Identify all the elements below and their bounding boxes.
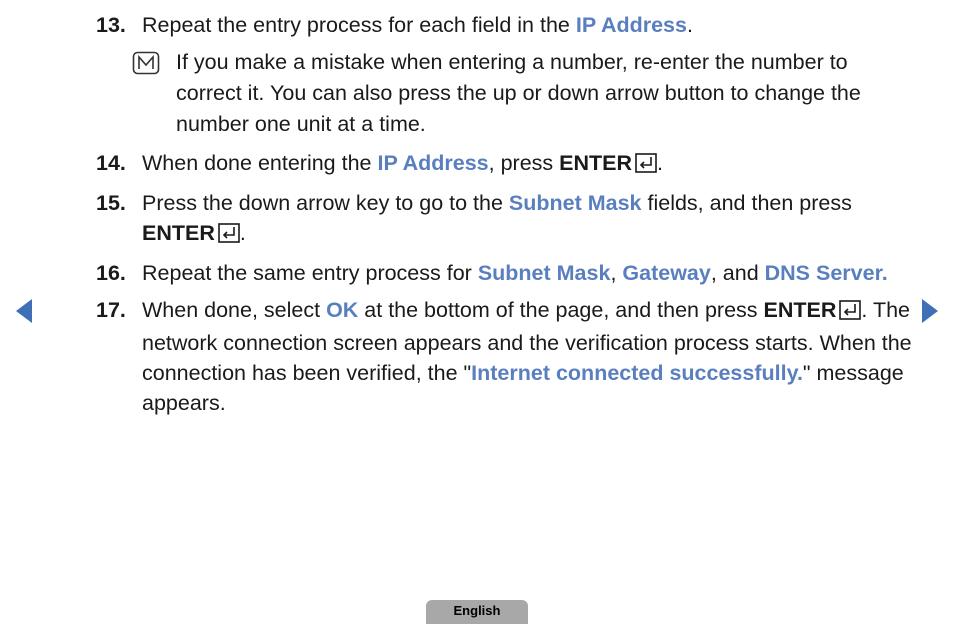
text-run: Repeat the entry process for each field in the (142, 13, 576, 37)
step-text (142, 148, 916, 181)
language-tab[interactable]: English (426, 600, 528, 624)
text-run: . (686, 13, 693, 37)
enter-key-label: ENTER (142, 221, 215, 245)
step-number: 13. (96, 13, 126, 37)
step-number: 17. (96, 298, 126, 322)
gateway-term: Gateway (622, 261, 711, 285)
step-text (142, 188, 916, 251)
text-run: When done, select (142, 298, 327, 322)
next-page-arrow-icon[interactable] (920, 298, 940, 329)
step-number: 14. (96, 151, 126, 175)
text-run: . The network connection screen appears and the verification process starts. When the connection has been verified, the " (142, 298, 912, 385)
text-run: Press the down arrow key to go to the (142, 191, 509, 215)
step-15 (96, 188, 916, 251)
step-text (142, 10, 916, 40)
enter-key-label: ENTER (763, 298, 837, 322)
ip-address-term: IP Address (377, 151, 489, 175)
text-run: fields, and then press (641, 191, 852, 215)
step-number: 15. (96, 191, 126, 215)
step-17 (96, 295, 916, 418)
text-run: , (610, 261, 623, 285)
text-run: at the bottom of the page, and then press (358, 298, 764, 322)
text-run: Repeat the same entry process for (142, 261, 478, 285)
note (132, 47, 916, 140)
step-number: 16. (96, 261, 126, 285)
step-16 (96, 258, 916, 288)
step-text (142, 295, 916, 418)
ip-address-term: IP Address (575, 13, 687, 37)
enter-key-label: ENTER (559, 151, 632, 175)
manual-content (96, 10, 916, 425)
enter-key-icon (218, 221, 240, 251)
text-run: , and (710, 261, 765, 285)
step-14 (96, 148, 916, 181)
step-13 (96, 10, 916, 40)
dns-server-term: DNS Server. (764, 261, 888, 285)
step-text (142, 258, 916, 288)
text-run: . (657, 151, 663, 175)
ok-term: OK (326, 298, 359, 322)
text-run: . (239, 221, 246, 245)
enter-key-icon (839, 298, 861, 328)
enter-key-icon (635, 151, 657, 181)
prev-page-arrow-icon[interactable] (14, 298, 34, 329)
text-run: " message appears. (142, 361, 904, 415)
text-run: , press (488, 151, 560, 175)
subnet-mask-term: Subnet Mask (477, 261, 611, 285)
internet-connected-message: Internet connected successfully. (471, 361, 803, 385)
note-text: If you make a mistake when entering a number, re-enter the number to correct it. You can also press the up or down arrow button to change the number one unit at a time. (176, 50, 861, 136)
text-run: When done entering the (142, 151, 378, 175)
subnet-mask-term: Subnet Mask (508, 191, 642, 215)
note-icon (132, 47, 176, 140)
